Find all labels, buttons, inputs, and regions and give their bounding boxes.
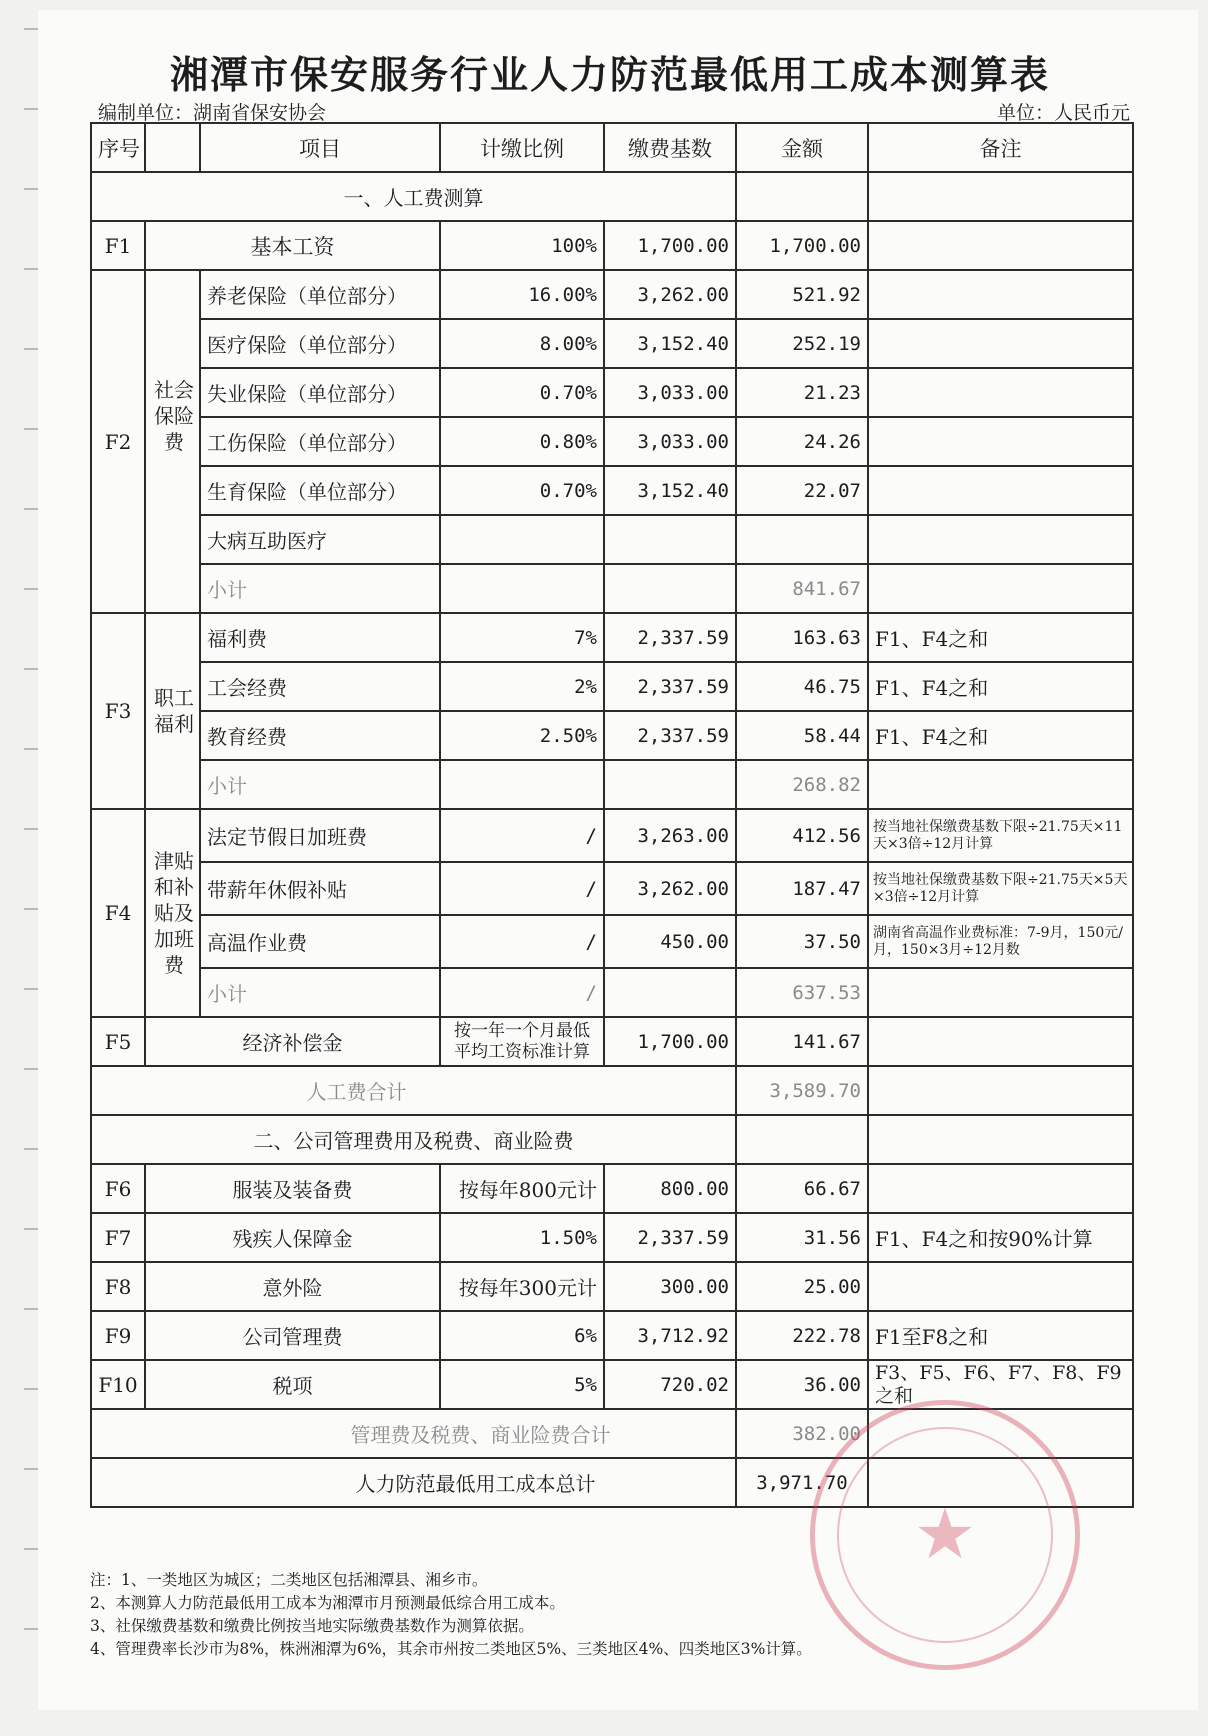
- subtotal-label: 小计: [200, 760, 440, 809]
- table-row: [91, 862, 1133, 915]
- row-item: 养老保险（单位部分）: [200, 270, 440, 319]
- row-ratio: 2.50%: [440, 711, 604, 760]
- header-seq: 序号: [91, 123, 145, 172]
- row-remark: F1、F4之和按90%计算: [868, 1213, 1133, 1262]
- row-remark: [868, 1262, 1133, 1311]
- row-amount: 252.19: [736, 319, 868, 368]
- page-title: 湘潭市保安服务行业人力防范最低用工成本测算表: [169, 53, 1050, 97]
- row-item: 公司管理费: [145, 1311, 440, 1360]
- row-code: F10: [91, 1360, 145, 1409]
- row-remark: F1、F4之和: [868, 711, 1133, 760]
- row-item: 服装及装备费: [145, 1164, 440, 1213]
- table-row: [91, 1311, 1133, 1360]
- row-amount: 521.92: [736, 270, 868, 319]
- row-amount: 58.44: [736, 711, 868, 760]
- row-amount: [736, 515, 868, 564]
- header-remark: 备注: [868, 123, 1133, 172]
- row-remark: [868, 466, 1133, 515]
- row-remark: [868, 515, 1133, 564]
- row-base: 1,700.00: [604, 221, 736, 270]
- row-ratio: 8.00%: [440, 319, 604, 368]
- table-row: [91, 1213, 1133, 1262]
- row-base: [604, 515, 736, 564]
- row-ratio: 5%: [440, 1360, 604, 1409]
- table-row-f1: [91, 221, 1133, 270]
- row-remark: [868, 221, 1133, 270]
- row-amount: 25.00: [736, 1262, 868, 1311]
- row-code: F7: [91, 1213, 145, 1262]
- subtotal-amount: 637.53: [736, 968, 868, 1017]
- cell-empty: [868, 1115, 1133, 1164]
- row-ratio: 7%: [440, 613, 604, 662]
- row-remark: 按当地社保缴费基数下限÷21.75天×5天×3倍÷12月计算: [868, 862, 1133, 915]
- row-ratio: /: [440, 862, 604, 915]
- header-ratio: 计缴比例: [440, 123, 604, 172]
- row-base: 1,700.00: [604, 1017, 736, 1066]
- group-label: [145, 809, 200, 1017]
- row-base: 3,262.00: [604, 270, 736, 319]
- currency-unit: 单位：人民币元: [996, 102, 1130, 124]
- labor-total-label: 人工费合计: [91, 1066, 736, 1115]
- row-base: 300.00: [604, 1262, 736, 1311]
- cell-empty: [736, 172, 868, 221]
- row-amount: 66.67: [736, 1164, 868, 1213]
- row-item: 残疾人保障金: [145, 1213, 440, 1262]
- subtotal-amount: 268.82: [736, 760, 868, 809]
- row-amount: 141.67: [736, 1017, 868, 1066]
- subtotal-ratio: /: [440, 968, 604, 1017]
- row-amount: 163.63: [736, 613, 868, 662]
- row-base: 3,262.00: [604, 862, 736, 915]
- row-item: 经济补偿金: [145, 1017, 440, 1066]
- header-item: 项目: [200, 123, 440, 172]
- grand-total-amount: 3,971.70: [736, 1458, 868, 1507]
- table-row: [91, 368, 1133, 417]
- group-label: [145, 613, 200, 809]
- row-amount: 31.56: [736, 1213, 868, 1262]
- row-remark: [868, 270, 1133, 319]
- row-item: 意外险: [145, 1262, 440, 1311]
- row-ratio: 0.70%: [440, 466, 604, 515]
- row-code: F4: [91, 809, 145, 1017]
- mgmt-total-label: 管理费及税费、商业险费合计: [91, 1409, 736, 1458]
- row-base: 3,033.00: [604, 368, 736, 417]
- table-row: [91, 1360, 1133, 1409]
- row-base: 2,337.59: [604, 662, 736, 711]
- row-base: 3,033.00: [604, 417, 736, 466]
- note-1: 注：1、一类地区为城区；二类地区包括湘潭县、湘乡市。: [90, 1571, 488, 1589]
- row-remark: [868, 564, 1133, 613]
- header-row: [91, 123, 1133, 172]
- subtotal-label: 小计: [200, 564, 440, 613]
- row-item: 医疗保险（单位部分）: [200, 319, 440, 368]
- row-remark: F1、F4之和: [868, 613, 1133, 662]
- row-remark: [868, 368, 1133, 417]
- subtotal-label: 小计: [200, 968, 440, 1017]
- group-label-text: 职工福利: [154, 686, 194, 736]
- row-remark: 按当地社保缴费基数下限÷21.75天×11天×3倍÷12月计算: [868, 809, 1133, 862]
- section-row: [91, 1115, 1133, 1164]
- row-item: 大病互助医疗: [200, 515, 440, 564]
- section-row: [91, 172, 1133, 221]
- row-ratio: 1.50%: [440, 1213, 604, 1262]
- row-remark: [868, 968, 1133, 1017]
- row-item: 法定节假日加班费: [200, 809, 440, 862]
- table-row: [91, 662, 1133, 711]
- row-ratio: /: [440, 809, 604, 862]
- subtotal-row: [91, 760, 1133, 809]
- table-row: [91, 515, 1133, 564]
- note-4: 4、管理费率长沙市为8%，株洲湘潭为6%，其余市州按二类地区5%、三类地区4%、四类地区3%计算。: [90, 1640, 812, 1658]
- row-item: 高温作业费: [200, 915, 440, 968]
- table-row: [91, 466, 1133, 515]
- row-item: 工会经费: [200, 662, 440, 711]
- table-row-f5: [91, 1017, 1133, 1066]
- row-amount: 46.75: [736, 662, 868, 711]
- note-3: 3、社保缴费基数和缴费比例按当地实际缴费基数作为测算依据。: [90, 1617, 534, 1635]
- footnotes: [90, 1569, 812, 1661]
- subtotal-amount: 841.67: [736, 564, 868, 613]
- cell-empty: [604, 564, 736, 613]
- grand-total-label: 人力防范最低用工成本总计: [91, 1458, 736, 1507]
- compiling-unit: 编制单位：湖南省保安协会: [98, 102, 327, 124]
- table-row: [91, 417, 1133, 466]
- row-base: 3,263.00: [604, 809, 736, 862]
- header-amount: 金额: [736, 123, 868, 172]
- section-title-labor: 一、人工费测算: [91, 172, 736, 221]
- row-remark: [868, 1164, 1133, 1213]
- row-remark: F3、F5、F6、F7、F8、F9之和: [868, 1360, 1133, 1409]
- row-item: 教育经费: [200, 711, 440, 760]
- cell-empty: [604, 968, 736, 1017]
- section-title-mgmt: 二、公司管理费用及税费、商业险费: [91, 1115, 736, 1164]
- row-item: 福利费: [200, 613, 440, 662]
- header-base: 缴费基数: [604, 123, 736, 172]
- cell-empty: [604, 760, 736, 809]
- row-ratio: 6%: [440, 1311, 604, 1360]
- subtotal-row: [91, 564, 1133, 613]
- row-code: F5: [91, 1017, 145, 1066]
- row-amount: 21.23: [736, 368, 868, 417]
- table-row: [91, 915, 1133, 968]
- group-label: [145, 270, 200, 613]
- row-base: 2,337.59: [604, 1213, 736, 1262]
- row-amount: 222.78: [736, 1311, 868, 1360]
- row-code: F6: [91, 1164, 145, 1213]
- subtotal-row: [91, 968, 1133, 1017]
- row-item: 带薪年休假补贴: [200, 862, 440, 915]
- row-base: 2,337.59: [604, 613, 736, 662]
- row-ratio: 0.70%: [440, 368, 604, 417]
- official-seal-stamp: [810, 1400, 1080, 1670]
- row-remark: [868, 760, 1133, 809]
- cell-empty: [868, 172, 1133, 221]
- row-item: 工伤保险（单位部分）: [200, 417, 440, 466]
- row-item: 失业保险（单位部分）: [200, 368, 440, 417]
- row-ratio: 2%: [440, 662, 604, 711]
- table-row: [91, 270, 1133, 319]
- row-amount: 412.56: [736, 809, 868, 862]
- row-amount: 24.26: [736, 417, 868, 466]
- row-amount: 36.00: [736, 1360, 868, 1409]
- labor-total-amount: 3,589.70: [736, 1066, 868, 1115]
- table-row: [91, 809, 1133, 862]
- binding-marks: [0, 0, 40, 1736]
- row-ratio: 按一年一个月最低平均工资标准计算: [440, 1017, 604, 1066]
- row-remark: F1、F4之和: [868, 662, 1133, 711]
- cell-empty: [440, 564, 604, 613]
- row-remark: [868, 319, 1133, 368]
- row-base: 800.00: [604, 1164, 736, 1213]
- seal-star-icon: ★: [913, 1493, 977, 1575]
- table-row: [91, 1262, 1133, 1311]
- row-code: F1: [91, 221, 145, 270]
- labor-total-row: [91, 1066, 1133, 1115]
- row-base: 3,152.40: [604, 319, 736, 368]
- row-base: 3,152.40: [604, 466, 736, 515]
- row-base: 720.02: [604, 1360, 736, 1409]
- cell-empty: [440, 760, 604, 809]
- row-base: 3,712.92: [604, 1311, 736, 1360]
- mgmt-total-amount: 382.00: [736, 1409, 868, 1458]
- row-base: 450.00: [604, 915, 736, 968]
- table-row: [91, 1164, 1133, 1213]
- note-2: 2、本测算人力防范最低用工成本为湘潭市月预测最低综合用工成本。: [90, 1594, 565, 1612]
- cell-empty: [736, 1115, 868, 1164]
- row-amount: 22.07: [736, 466, 868, 515]
- row-amount: 1,700.00: [736, 221, 868, 270]
- row-code: F8: [91, 1262, 145, 1311]
- header-blank: [145, 123, 200, 172]
- cost-table: [90, 122, 1134, 1508]
- row-ratio: 100%: [440, 221, 604, 270]
- row-item: 基本工资: [145, 221, 440, 270]
- row-remark: [868, 417, 1133, 466]
- row-code: F3: [91, 613, 145, 809]
- table-row: [91, 319, 1133, 368]
- row-code: F9: [91, 1311, 145, 1360]
- row-ratio: 按每年300元计: [440, 1262, 604, 1311]
- table-row: [91, 613, 1133, 662]
- row-item: 生育保险（单位部分）: [200, 466, 440, 515]
- group-label-text: 社会保险费: [154, 377, 194, 454]
- row-amount: 187.47: [736, 862, 868, 915]
- row-ratio: 0.80%: [440, 417, 604, 466]
- group-label-text: 津贴和补贴及加班费: [154, 849, 194, 977]
- row-code: F2: [91, 270, 145, 613]
- row-ratio: [440, 515, 604, 564]
- row-ratio: 按每年800元计: [440, 1164, 604, 1213]
- row-amount: 37.50: [736, 915, 868, 968]
- row-ratio: 16.00%: [440, 270, 604, 319]
- row-remark: [868, 1066, 1133, 1115]
- row-remark: 湖南省高温作业费标准：7-9月，150元/月，150×3月÷12月数: [868, 915, 1133, 968]
- row-remark: F1至F8之和: [868, 1311, 1133, 1360]
- row-remark: [868, 1017, 1133, 1066]
- row-item: 税项: [145, 1360, 440, 1409]
- row-base: 2,337.59: [604, 711, 736, 760]
- table-row: [91, 711, 1133, 760]
- row-ratio: /: [440, 915, 604, 968]
